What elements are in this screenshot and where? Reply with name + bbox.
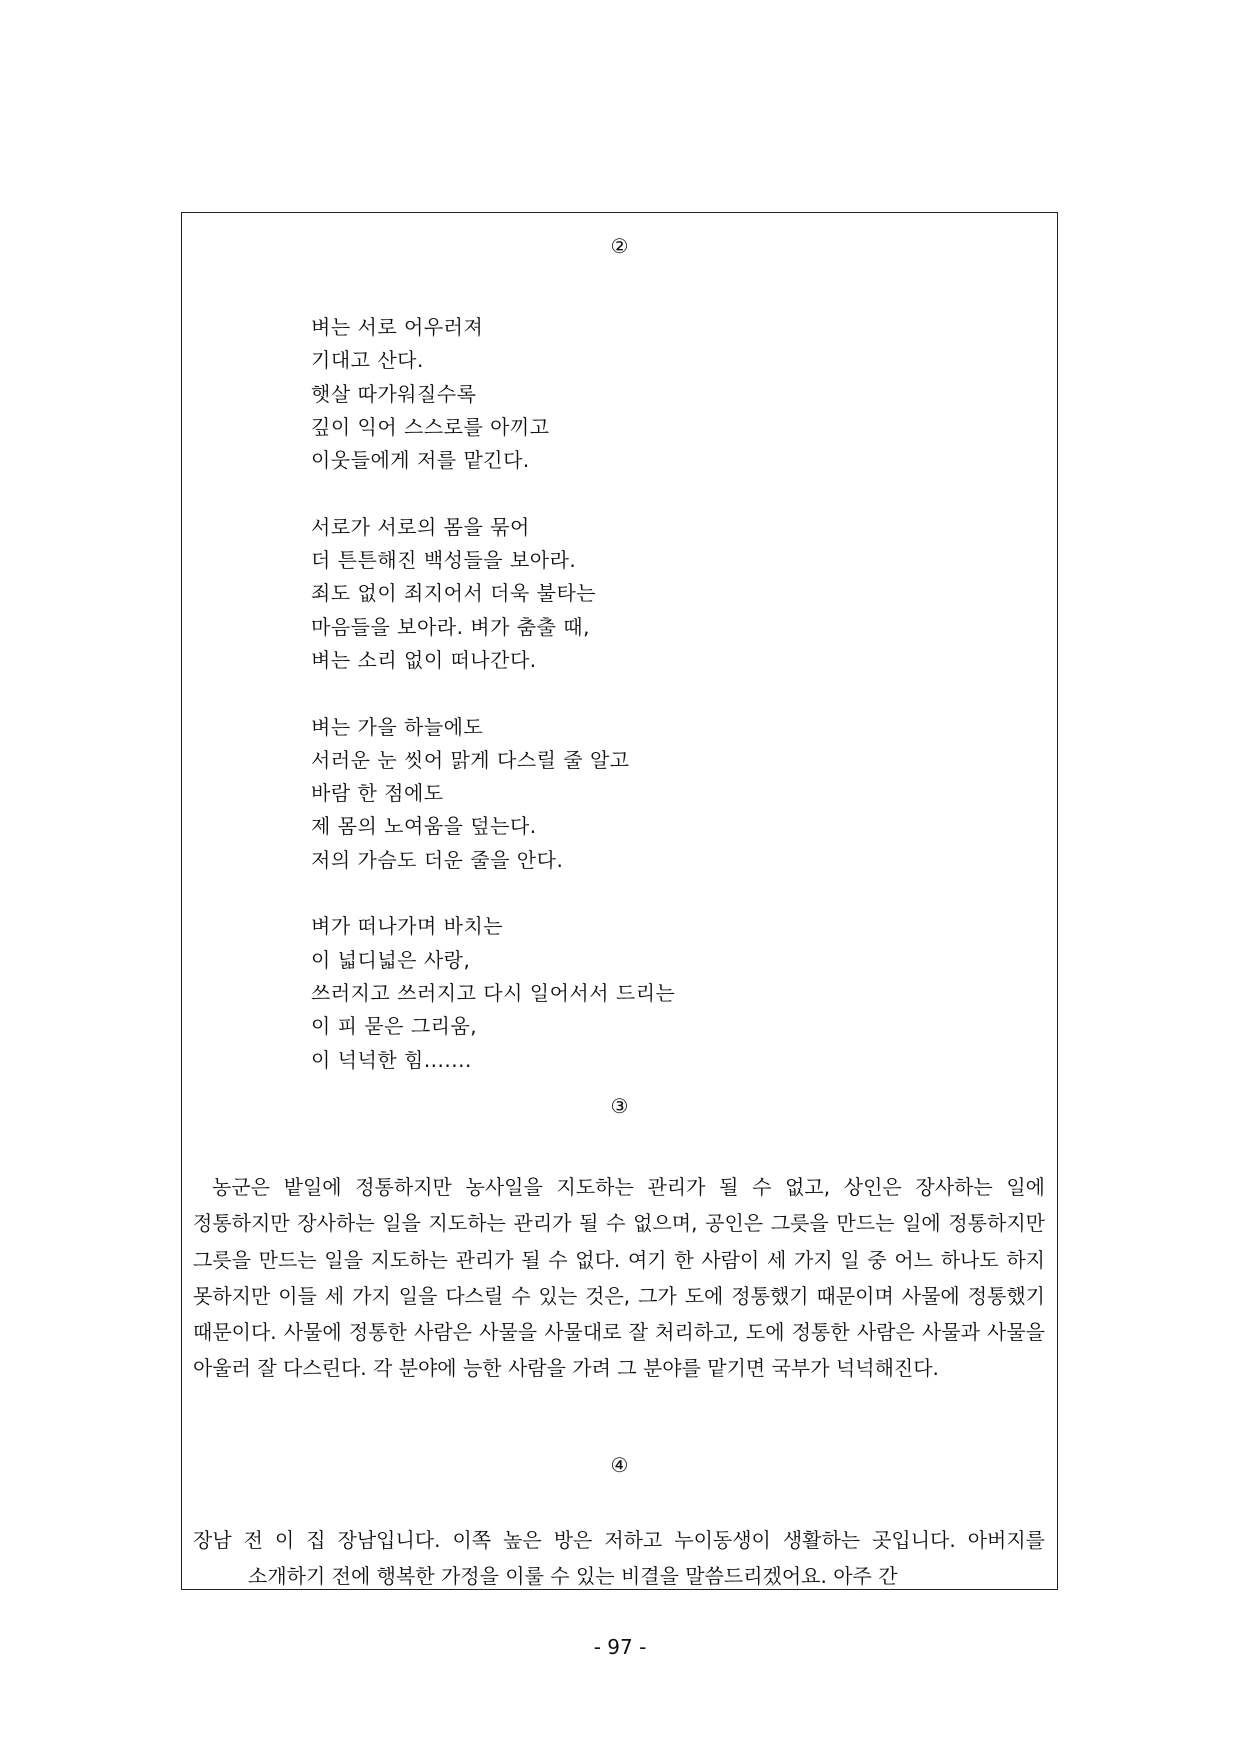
poem-line: 기대고 산다.	[311, 348, 424, 373]
poem-line: 이 넓디넓은 사랑,	[311, 947, 471, 972]
passage-box	[181, 212, 1058, 1590]
poem-line: 제 몸의 노여움을 덮는다.	[311, 814, 537, 839]
poem-stanza-3	[311, 711, 675, 877]
poem-line: 더 튼튼해진 백성들을 보아라.	[311, 548, 577, 573]
passage-4-text: 장남 전 이 집 장남입니다. 이쪽 높은 방은 저하고 누이동생이 생활하는 곳입니다. 아버지를 소개하기 전에 행복한 가정을 이룰 수 있는 비결을 말씀드리겠어요. 아주 간	[193, 1528, 1045, 1589]
poem-line: 햇살 따가워질수록	[311, 381, 477, 406]
poem-line: 벼는 가을 하늘에도	[311, 714, 484, 739]
passage-3-text: 농군은 밭일에 정통하지만 농사일을 지도하는 관리가 될 수 없고, 상인은 장사하는 일에 정통하지만 장사하는 일을 지도하는 관리가 될 수 없으며, 공인은 그릇을 만드는 일에 정통하지만 그릇을 만드는 일을 지도하는 관리가 될 수 없다. 여기 한 사람이 세 가지 일 중 어느 하나도 하지 못하지만 이들 세 가지 일을 다스릴 수 있는 것은, 그가 도에 정통했기 때문이며 사물에 정통했기 때문이다. 사물에 정통한 사람은 사물을 사물대로 잘 처리하고, 도에 정통한 사람은 사물과 사물을 아울러 잘 다스린다. 각 분야에 능한 사람을 가려 그 분야를 맡기면 국부가 넉넉해진다.	[193, 1175, 1045, 1381]
poem-line: 이웃들에게 저를 맡긴다.	[311, 448, 530, 473]
poem	[311, 311, 675, 1077]
poem-line: 쓰러지고 쓰러지고 다시 일어서서 드리는	[311, 980, 676, 1005]
poem-line: 이 피 묻은 그리움,	[311, 1014, 478, 1039]
poem-stanza-4	[311, 910, 675, 1076]
poem-line: 이 넉넉한 힘.......	[311, 1047, 472, 1072]
poem-line: 서로가 서로의 몸을 묶어	[311, 514, 530, 539]
poem-line: 벼는 소리 없이 떠나간다.	[311, 647, 537, 672]
poem-line: 벼가 떠나가며 바치는	[311, 914, 504, 939]
poem-line: 마음들을 보아라. 벼가 춤출 때,	[311, 614, 590, 639]
poem-line: 벼는 서로 어우러져	[311, 315, 484, 339]
poem-line: 서러운 눈 씻어 맑게 다스릴 줄 알고	[311, 747, 630, 772]
section-marker-3: ③	[610, 1094, 629, 1118]
section-marker-2: ②	[610, 234, 629, 258]
poem-line: 깊이 익어 스스로를 아끼고	[311, 414, 550, 439]
poem-stanza-1	[311, 311, 675, 477]
poem-line: 저의 가슴도 더운 줄을 안다.	[311, 847, 564, 872]
poem-line: 바람 한 점에도	[311, 781, 444, 806]
poem-line: 죄도 없이 죄지어서 더욱 불타는	[311, 581, 597, 606]
section-marker-4: ④	[610, 1453, 629, 1477]
page-number: - 97 -	[593, 1635, 647, 1659]
poem-stanza-2	[311, 511, 675, 677]
